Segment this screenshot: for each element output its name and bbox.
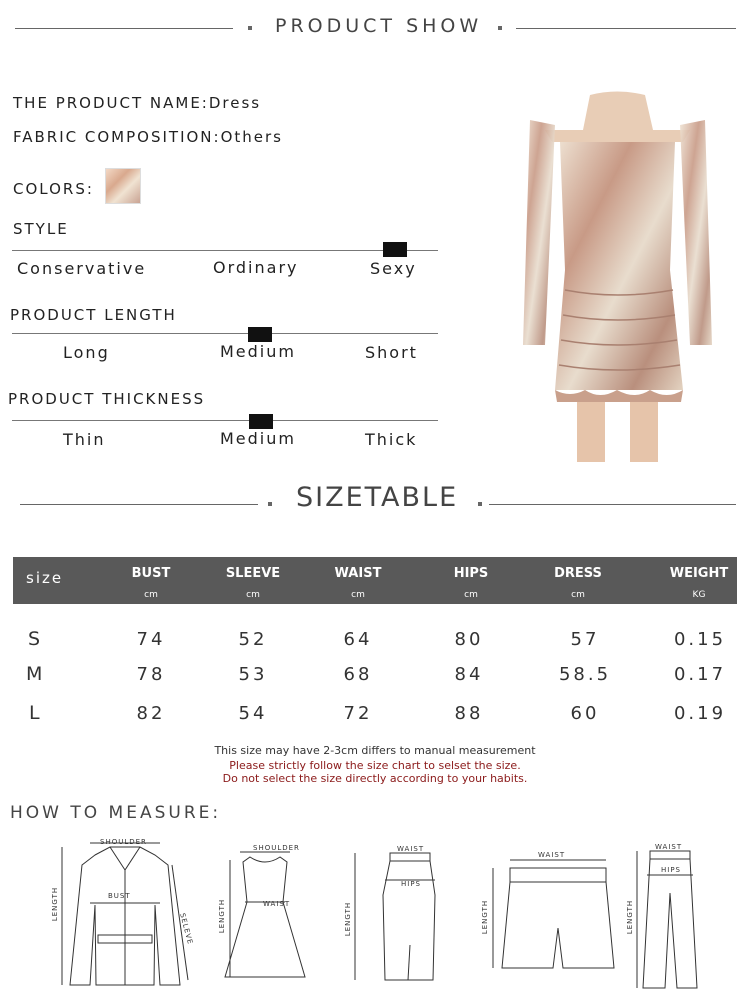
cell-bust: 82 xyxy=(136,703,166,724)
column-unit-bust: cm xyxy=(144,590,158,600)
sizetable-dot-right xyxy=(478,502,482,506)
cell-dress: 57 xyxy=(570,629,600,650)
length-scale-line xyxy=(12,333,438,334)
section-title-how-to-measure: HOW TO MEASURE: xyxy=(10,803,222,823)
fabric-label: FABRIC COMPOSITION: xyxy=(13,128,221,146)
length-title: PRODUCT LENGTH xyxy=(10,306,177,324)
shorts-waist-label: WAIST xyxy=(538,851,566,859)
cell-hips: 80 xyxy=(454,629,484,650)
jacket-length-label: LENGTH xyxy=(51,886,60,922)
row-size: S xyxy=(28,628,41,650)
column-unit-dress: cm xyxy=(571,590,585,600)
cell-bust: 74 xyxy=(136,629,166,650)
sizetable-rule-right xyxy=(489,504,736,505)
style-scale-line xyxy=(12,250,438,251)
dress-shoulder-label: SHOULDER xyxy=(253,844,300,852)
column-unit-hips: cm xyxy=(464,590,478,600)
section-title-product-show: PRODUCT SHOW xyxy=(275,15,483,37)
fabric-composition xyxy=(13,128,283,146)
column-unit-waist: cm xyxy=(351,590,365,600)
style-title: STYLE xyxy=(13,220,69,238)
cell-dress: 58.5 xyxy=(558,664,612,685)
jacket-bust-label: BUST xyxy=(108,892,131,900)
cell-weight: 0.15 xyxy=(673,629,727,650)
row-size: M xyxy=(26,663,43,685)
thickness-option-thick: Thick xyxy=(365,430,418,449)
cell-hips: 84 xyxy=(454,664,484,685)
cell-waist: 64 xyxy=(343,629,373,650)
length-option-long: Long xyxy=(63,343,110,362)
cell-sleeve: 52 xyxy=(238,629,268,650)
measure-figure-shorts xyxy=(478,848,618,978)
product-photo[interactable] xyxy=(505,90,730,465)
cell-weight: 0.17 xyxy=(673,664,727,685)
fabric-value: Others xyxy=(220,128,283,146)
cell-bust: 78 xyxy=(136,664,166,685)
thickness-marker xyxy=(249,414,273,429)
cell-waist: 72 xyxy=(343,703,373,724)
size-note: This size may have 2-3cm differs to manual measurement xyxy=(214,744,536,757)
column-header-waist: WAIST xyxy=(334,566,382,581)
skirt-hips-label: HIPS xyxy=(401,880,421,888)
colors-label: COLORS: xyxy=(13,180,94,198)
length-marker xyxy=(248,327,272,342)
header-rule-right xyxy=(516,28,736,29)
pants-hips-label: HIPS xyxy=(661,866,681,874)
row-size: L xyxy=(29,702,40,724)
column-header-sleeve: SLEEVE xyxy=(225,566,281,581)
column-unit-sleeve: cm xyxy=(246,590,260,600)
pants-length-label: LENGTH xyxy=(626,899,635,935)
style-marker xyxy=(383,242,407,257)
thickness-option-thin: Thin xyxy=(63,430,106,449)
dress-length-label: LENGTH xyxy=(218,898,227,934)
cell-sleeve: 54 xyxy=(238,703,268,724)
cell-waist: 68 xyxy=(343,664,373,685)
header-dot-right xyxy=(498,26,502,30)
shorts-length-label: LENGTH xyxy=(481,899,490,935)
size-warning-2: Do not select the size directly according to your habits. xyxy=(222,772,528,785)
measure-figure-dress xyxy=(215,842,315,987)
style-option-sexy: Sexy xyxy=(370,259,417,278)
column-header-bust: BUST xyxy=(131,566,171,581)
sizetable-dot-left xyxy=(268,502,272,506)
cell-sleeve: 53 xyxy=(238,664,268,685)
jacket-sleeve-label: SELEVE xyxy=(178,912,195,946)
dress-waist-label: WAIST xyxy=(263,900,291,908)
column-unit-weight: KG xyxy=(692,590,706,600)
skirt-waist-label: WAIST xyxy=(397,845,425,853)
size-warning-1: Please strictly follow the size chart to selset the size. xyxy=(229,759,521,772)
cell-weight: 0.19 xyxy=(673,703,727,724)
measure-figure-skirt xyxy=(345,845,445,985)
sizetable-rule-left xyxy=(20,504,258,505)
style-option-conservative: Conservative xyxy=(17,259,147,278)
length-option-short: Short xyxy=(365,343,418,362)
cell-hips: 88 xyxy=(454,703,484,724)
color-swatch[interactable] xyxy=(105,168,141,204)
size-table-header xyxy=(13,557,737,604)
jacket-shoulder-label: SHOULDER xyxy=(100,838,147,846)
style-option-ordinary: Ordinary xyxy=(213,258,299,277)
measure-figure-jacket xyxy=(50,835,200,995)
skirt-length-label: LENGTH xyxy=(344,901,353,937)
header-dot-left xyxy=(248,26,252,30)
column-header-hips: HIPS xyxy=(453,566,489,581)
length-option-medium: Medium xyxy=(220,342,296,361)
thickness-option-medium: Medium xyxy=(220,429,296,448)
column-header-weight: WEIGHT xyxy=(669,566,729,581)
thickness-title: PRODUCT THICKNESS xyxy=(8,390,206,408)
header-rule-left xyxy=(15,28,233,29)
column-header-dress: DRESS xyxy=(554,566,602,581)
thickness-scale-line xyxy=(12,420,438,421)
product-name: THE PRODUCT NAME:Dress xyxy=(13,94,262,112)
size-column-header: size xyxy=(26,569,64,587)
cell-dress: 60 xyxy=(570,703,600,724)
measure-figure-pants xyxy=(625,843,705,993)
pants-waist-label: WAIST xyxy=(655,843,683,851)
section-title-sizetable: SIZETABLE xyxy=(296,482,459,513)
